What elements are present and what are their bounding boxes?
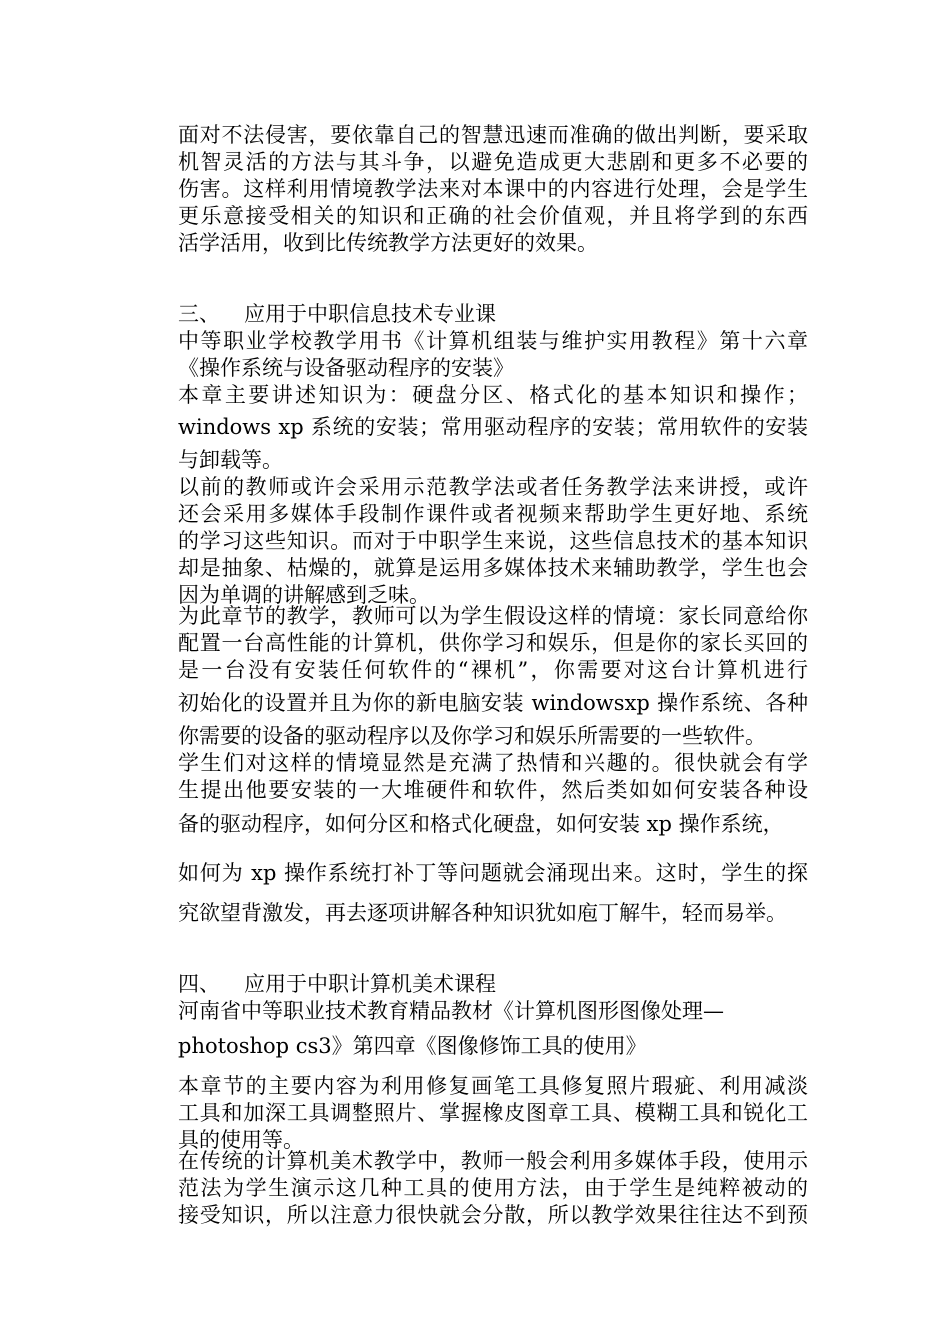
section-number: 三、 xyxy=(178,302,220,326)
text-line: 更乐意接受相关的知识和正确的社会价值观，并且将学到的东西 xyxy=(178,204,808,228)
text-line: 因为单调的讲解感到乏味。 xyxy=(178,583,430,607)
text-line: 生提出他要安装的一大堆硬件和软件，然后类如如何安装各种设 xyxy=(178,778,808,802)
text-line: 在传统的计算机美术教学中，教师一般会利用多媒体手段，使用示 xyxy=(178,1149,808,1173)
text-line: 接受知识，所以注意力很快就会分散，所以教学效果往往达不到预 xyxy=(178,1203,808,1227)
section-heading-4 xyxy=(178,970,808,998)
text-line: 伤害。这样利用情境教学法来对本课中的内容进行处理，会是学生 xyxy=(178,177,808,201)
text-line: 中等职业学校教学用书《计算机组装与维护实用教程》第十六章 xyxy=(178,329,808,353)
text-line: photoshop cs3》第四章《图像修饰工具的使用》 xyxy=(178,1034,647,1058)
section-title: 应用于中职计算机美术课程 xyxy=(244,972,496,996)
text-line: 面对不法侵害，要依靠自己的智慧迅速而准确的做出判断，要采取 xyxy=(178,123,808,147)
text-line: 究欲望背激发，再去逐项讲解各种知识犹如庖丁解牛，轻而易举。 xyxy=(178,901,787,925)
text-line: windows xp 系统的安装；常用驱动程序的安装；常用软件的安装 xyxy=(178,415,808,439)
text-line: 《操作系统与设备驱动程序的安装》 xyxy=(178,356,514,380)
text-line: 你需要的设备的驱动程序以及你学习和娱乐所需要的一些软件。 xyxy=(178,724,766,748)
text-line: 本章主要讲述知识为：硬盘分区、格式化的基本知识和操作； xyxy=(178,383,808,407)
section-title: 应用于中职信息技术专业课 xyxy=(244,302,496,326)
text-line: 备的驱动程序，如何分区和格式化硬盘，如何安装 xp 操作系统， xyxy=(178,812,784,836)
text-line: 为此章节的教学，教师可以为学生假设这样的情境：家长同意给你 xyxy=(178,604,808,628)
text-line: 却是抽象、枯燥的，就算是运用多媒体技术来辅助教学，学生也会 xyxy=(178,556,808,580)
text-line: 还会采用多媒体手段制作课件或者视频来帮助学生更好地、系统 xyxy=(178,502,808,526)
text-line: 工具和加深工具调整照片、掌握橡皮图章工具、模糊工具和锐化工 xyxy=(178,1101,808,1125)
text-line: 如何为 xp 操作系统打补丁等问题就会涌现出来。这时，学生的探 xyxy=(178,861,808,885)
section-heading-3 xyxy=(178,300,808,328)
text-line: 本章节的主要内容为利用修复画笔工具修复照片瑕疵、利用减淡 xyxy=(178,1074,808,1098)
text-line: 具的使用等。 xyxy=(178,1128,304,1152)
text-line: 配置一台高性能的计算机，供你学习和娱乐，但是你的家长买回的 xyxy=(178,631,808,655)
text-line: 以前的教师或许会采用示范教学法或者任务教学法来讲授，或许 xyxy=(178,475,808,499)
section-number: 四、 xyxy=(178,972,220,996)
text-line: 的学习这些知识。而对于中职学生来说，这些信息技术的基本知识 xyxy=(178,529,808,553)
text-line: 是一台没有安装任何软件的“裸机”，你需要对这台计算机进行 xyxy=(178,658,808,682)
text-line: 与卸载等。 xyxy=(178,448,283,472)
text-line: 活学活用，收到比传统教学方法更好的效果。 xyxy=(178,231,598,255)
text-line: 范法为学生演示这几种工具的使用方法，由于学生是纯粹被动的 xyxy=(178,1176,808,1200)
text-line: 学生们对这样的情境显然是充满了热情和兴趣的。很快就会有学 xyxy=(178,751,808,775)
text-line: 河南省中等职业技术教育精品教材《计算机图形图像处理— xyxy=(178,999,724,1023)
text-line: 机智灵活的方法与其斗争，以避免造成更大悲剧和更多不必要的 xyxy=(178,150,808,174)
text-line: 初始化的设置并且为你的新电脑安装 windowsxp 操作系统、各种 xyxy=(178,691,808,715)
